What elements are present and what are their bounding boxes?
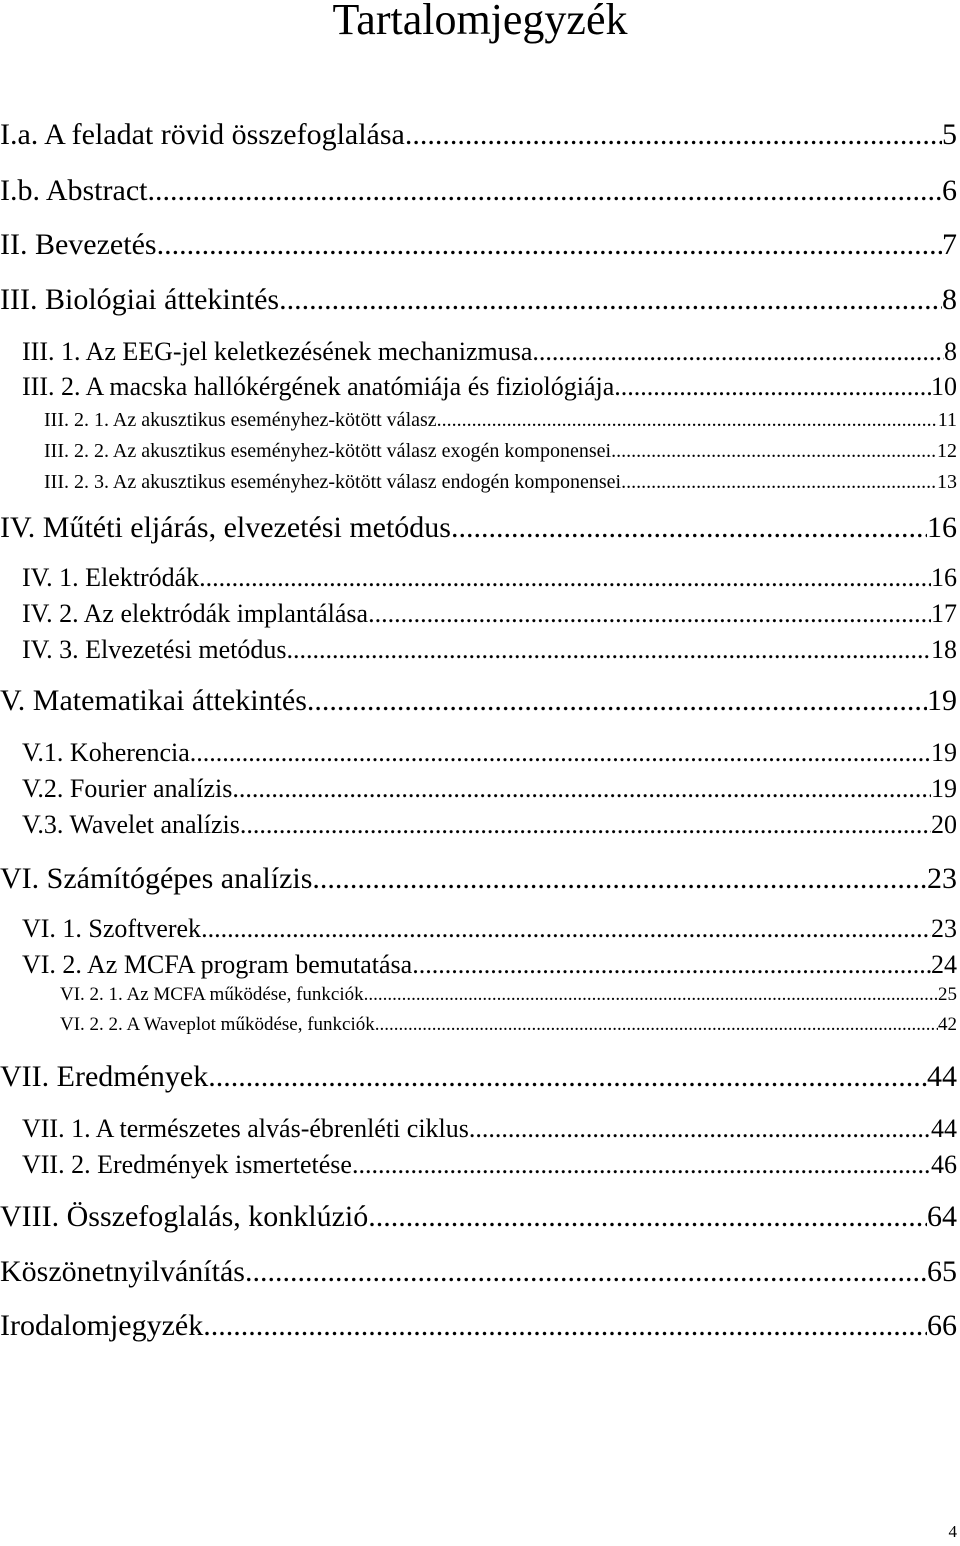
toc-leader xyxy=(611,440,937,463)
toc-entry-coherence[interactable] xyxy=(22,738,957,778)
toc-entry-implantation[interactable] xyxy=(22,599,957,639)
toc-leader xyxy=(614,372,931,402)
toc-entry-page: 11 xyxy=(937,409,957,431)
toc-entry-page: 6 xyxy=(942,174,957,207)
toc-entry-label: V. Matematikai áttekintés xyxy=(0,684,307,717)
toc-leader xyxy=(412,950,931,980)
toc-entry-label: I.a. A feladat rövid összefoglalása xyxy=(0,118,405,151)
toc-entry-page: 42 xyxy=(938,1014,957,1035)
page-number: 4 xyxy=(948,1522,957,1541)
toc-entry-page: 64 xyxy=(927,1200,957,1233)
toc-entry-label: II. Bevezetés xyxy=(0,228,157,261)
toc-leader xyxy=(232,774,931,804)
toc-entry-page: 44 xyxy=(931,1114,957,1143)
toc-entry-label: IV. 3. Elvezetési metódus xyxy=(22,635,287,664)
toc-entry-label: Köszönetnyilvánítás xyxy=(0,1255,245,1288)
toc-leader xyxy=(621,471,937,494)
toc-leader xyxy=(287,635,931,665)
toc-entry-electrodes[interactable] xyxy=(22,563,957,603)
toc-leader xyxy=(199,563,931,593)
toc-entry-recording-method[interactable] xyxy=(22,635,957,675)
toc-leader xyxy=(201,914,931,944)
toc-entry-label: VI. 1. Szoftverek xyxy=(22,914,202,943)
toc-entry-label: VI. 2. 2. A Waveplot működése, funkciók xyxy=(60,1014,375,1035)
toc-leader xyxy=(532,337,944,367)
toc-leader xyxy=(352,1150,931,1180)
toc-entry-page: 46 xyxy=(931,1150,957,1179)
toc-entry-page: 25 xyxy=(938,984,957,1005)
toc-entry-page: 19 xyxy=(931,738,957,767)
toc-entry-page: 5 xyxy=(942,118,957,151)
toc-entry-page: 12 xyxy=(937,440,957,462)
toc-entry-fourier[interactable] xyxy=(22,774,957,814)
toc-leader xyxy=(437,409,938,432)
toc-entry-label: III. 2. 3. Az akusztikus eseményhez-kötött válasz endogén komponensei xyxy=(44,471,622,493)
toc-entry-label: V.1. Koherencia xyxy=(22,738,190,767)
toc-entry-label: VII. 2. Eredmények ismertetése xyxy=(22,1150,352,1179)
toc-entry-page: 10 xyxy=(931,372,957,401)
toc-entry-abstract-en[interactable] xyxy=(0,174,957,214)
document-title: Tartalomjegyzék xyxy=(332,0,628,44)
toc-entry-acknowledgements[interactable] xyxy=(0,1255,957,1295)
toc-entry-label: VI. 2. Az MCFA program bemutatása xyxy=(22,950,413,979)
toc-leader xyxy=(190,738,931,768)
toc-leader xyxy=(279,283,942,317)
toc-entry-page: 24 xyxy=(931,950,957,979)
toc-entry-label: IV. Műtéti eljárás, elvezetési metódus xyxy=(0,511,451,544)
toc-entry-results-presentation[interactable] xyxy=(22,1150,957,1190)
toc-entry-label: VII. Eredmények xyxy=(0,1060,209,1093)
toc-entry-biology[interactable] xyxy=(0,283,957,323)
toc-leader xyxy=(451,511,927,545)
toc-leader xyxy=(405,118,942,152)
toc-leader xyxy=(368,599,931,629)
toc-entry-label: III. Biológiai áttekintés xyxy=(0,283,280,316)
toc-entry-label: V.3. Wavelet analízis xyxy=(22,810,240,839)
toc-entry-page: 16 xyxy=(927,511,957,544)
toc-entry-label: VI. Számítógépes analízis xyxy=(0,862,313,895)
toc-leader xyxy=(312,862,927,896)
toc-entry-wavelet[interactable] xyxy=(22,810,957,850)
toc-entry-page: 19 xyxy=(931,774,957,803)
toc-entry-page: 17 xyxy=(931,599,957,628)
toc-entry-label: III. 2. 2. Az akusztikus eseményhez-kötött válasz exogén komponensei xyxy=(44,440,612,462)
toc-entry-label: Irodalomjegyzék xyxy=(0,1309,204,1342)
toc-entry-label: VI. 2. 1. Az MCFA működése, funkciók xyxy=(60,984,364,1005)
toc-entry-page: 19 xyxy=(927,684,957,717)
toc-entry-label: III. 2. A macska hallókérgének anatómiája és fiziológiája xyxy=(22,372,615,401)
toc-entry-label: VII. 1. A természetes alvás-ébrenléti ciklus xyxy=(22,1114,469,1143)
toc-entry-surgery[interactable] xyxy=(0,511,957,551)
toc-entry-page: 66 xyxy=(927,1309,957,1342)
toc-entry-label: III. 2. 1. Az akusztikus eseményhez-kötött válasz xyxy=(44,409,437,431)
toc-leader xyxy=(147,174,942,208)
toc-entry-page: 8 xyxy=(944,337,957,366)
toc-entry-page: 23 xyxy=(927,862,957,895)
toc-entry-abstract-hu[interactable] xyxy=(0,118,957,158)
toc-entry-introduction[interactable] xyxy=(0,228,957,268)
toc-entry-label: VIII. Összefoglalás, konklúzió xyxy=(0,1200,369,1233)
toc-leader xyxy=(364,984,938,1006)
toc-entry-page: 65 xyxy=(927,1255,957,1288)
toc-leader xyxy=(307,684,927,718)
toc-entry-label: IV. 2. Az elektródák implantálása xyxy=(22,599,369,628)
toc-leader xyxy=(375,1014,938,1036)
toc-entry-erp-endogenous[interactable] xyxy=(44,471,957,511)
toc-leader xyxy=(469,1114,931,1144)
toc-entry-summary[interactable] xyxy=(0,1200,957,1240)
toc-entry-label: I.b. Abstract xyxy=(0,174,148,207)
toc-entry-bibliography[interactable] xyxy=(0,1309,957,1349)
toc-entry-page: 7 xyxy=(942,228,957,261)
toc-leader xyxy=(208,1060,927,1094)
toc-entry-label: III. 1. Az EEG-jel keletkezésének mechanizmusa xyxy=(22,337,533,366)
toc-entry-software[interactable] xyxy=(22,914,957,954)
toc-entry-sleep-cycle[interactable] xyxy=(22,1114,957,1154)
toc-entry-page: 23 xyxy=(931,914,957,943)
toc-entry-results[interactable] xyxy=(0,1060,957,1100)
toc-leader xyxy=(240,810,931,840)
toc-entry-label: V.2. Fourier analízis xyxy=(22,774,233,803)
toc-entry-page: 8 xyxy=(942,283,957,316)
toc-entry-computer-analysis[interactable] xyxy=(0,862,957,902)
toc-entry-eeg[interactable] xyxy=(22,337,957,377)
toc-entry-label: IV. 1. Elektródák xyxy=(22,563,200,592)
toc-entry-cat-cortex[interactable] xyxy=(22,372,957,412)
toc-entry-math[interactable] xyxy=(0,684,957,724)
toc-entry-page: 16 xyxy=(931,563,957,592)
toc-leader xyxy=(368,1200,927,1234)
toc-leader xyxy=(157,228,942,262)
toc-leader xyxy=(203,1309,927,1343)
toc-leader xyxy=(245,1255,927,1289)
toc-entry-page: 44 xyxy=(927,1060,957,1093)
toc-entry-page: 18 xyxy=(931,635,957,664)
toc-entry-page: 20 xyxy=(931,810,957,839)
toc-entry-waveplot-functions[interactable] xyxy=(60,1014,957,1054)
toc-entry-page: 13 xyxy=(937,471,957,493)
